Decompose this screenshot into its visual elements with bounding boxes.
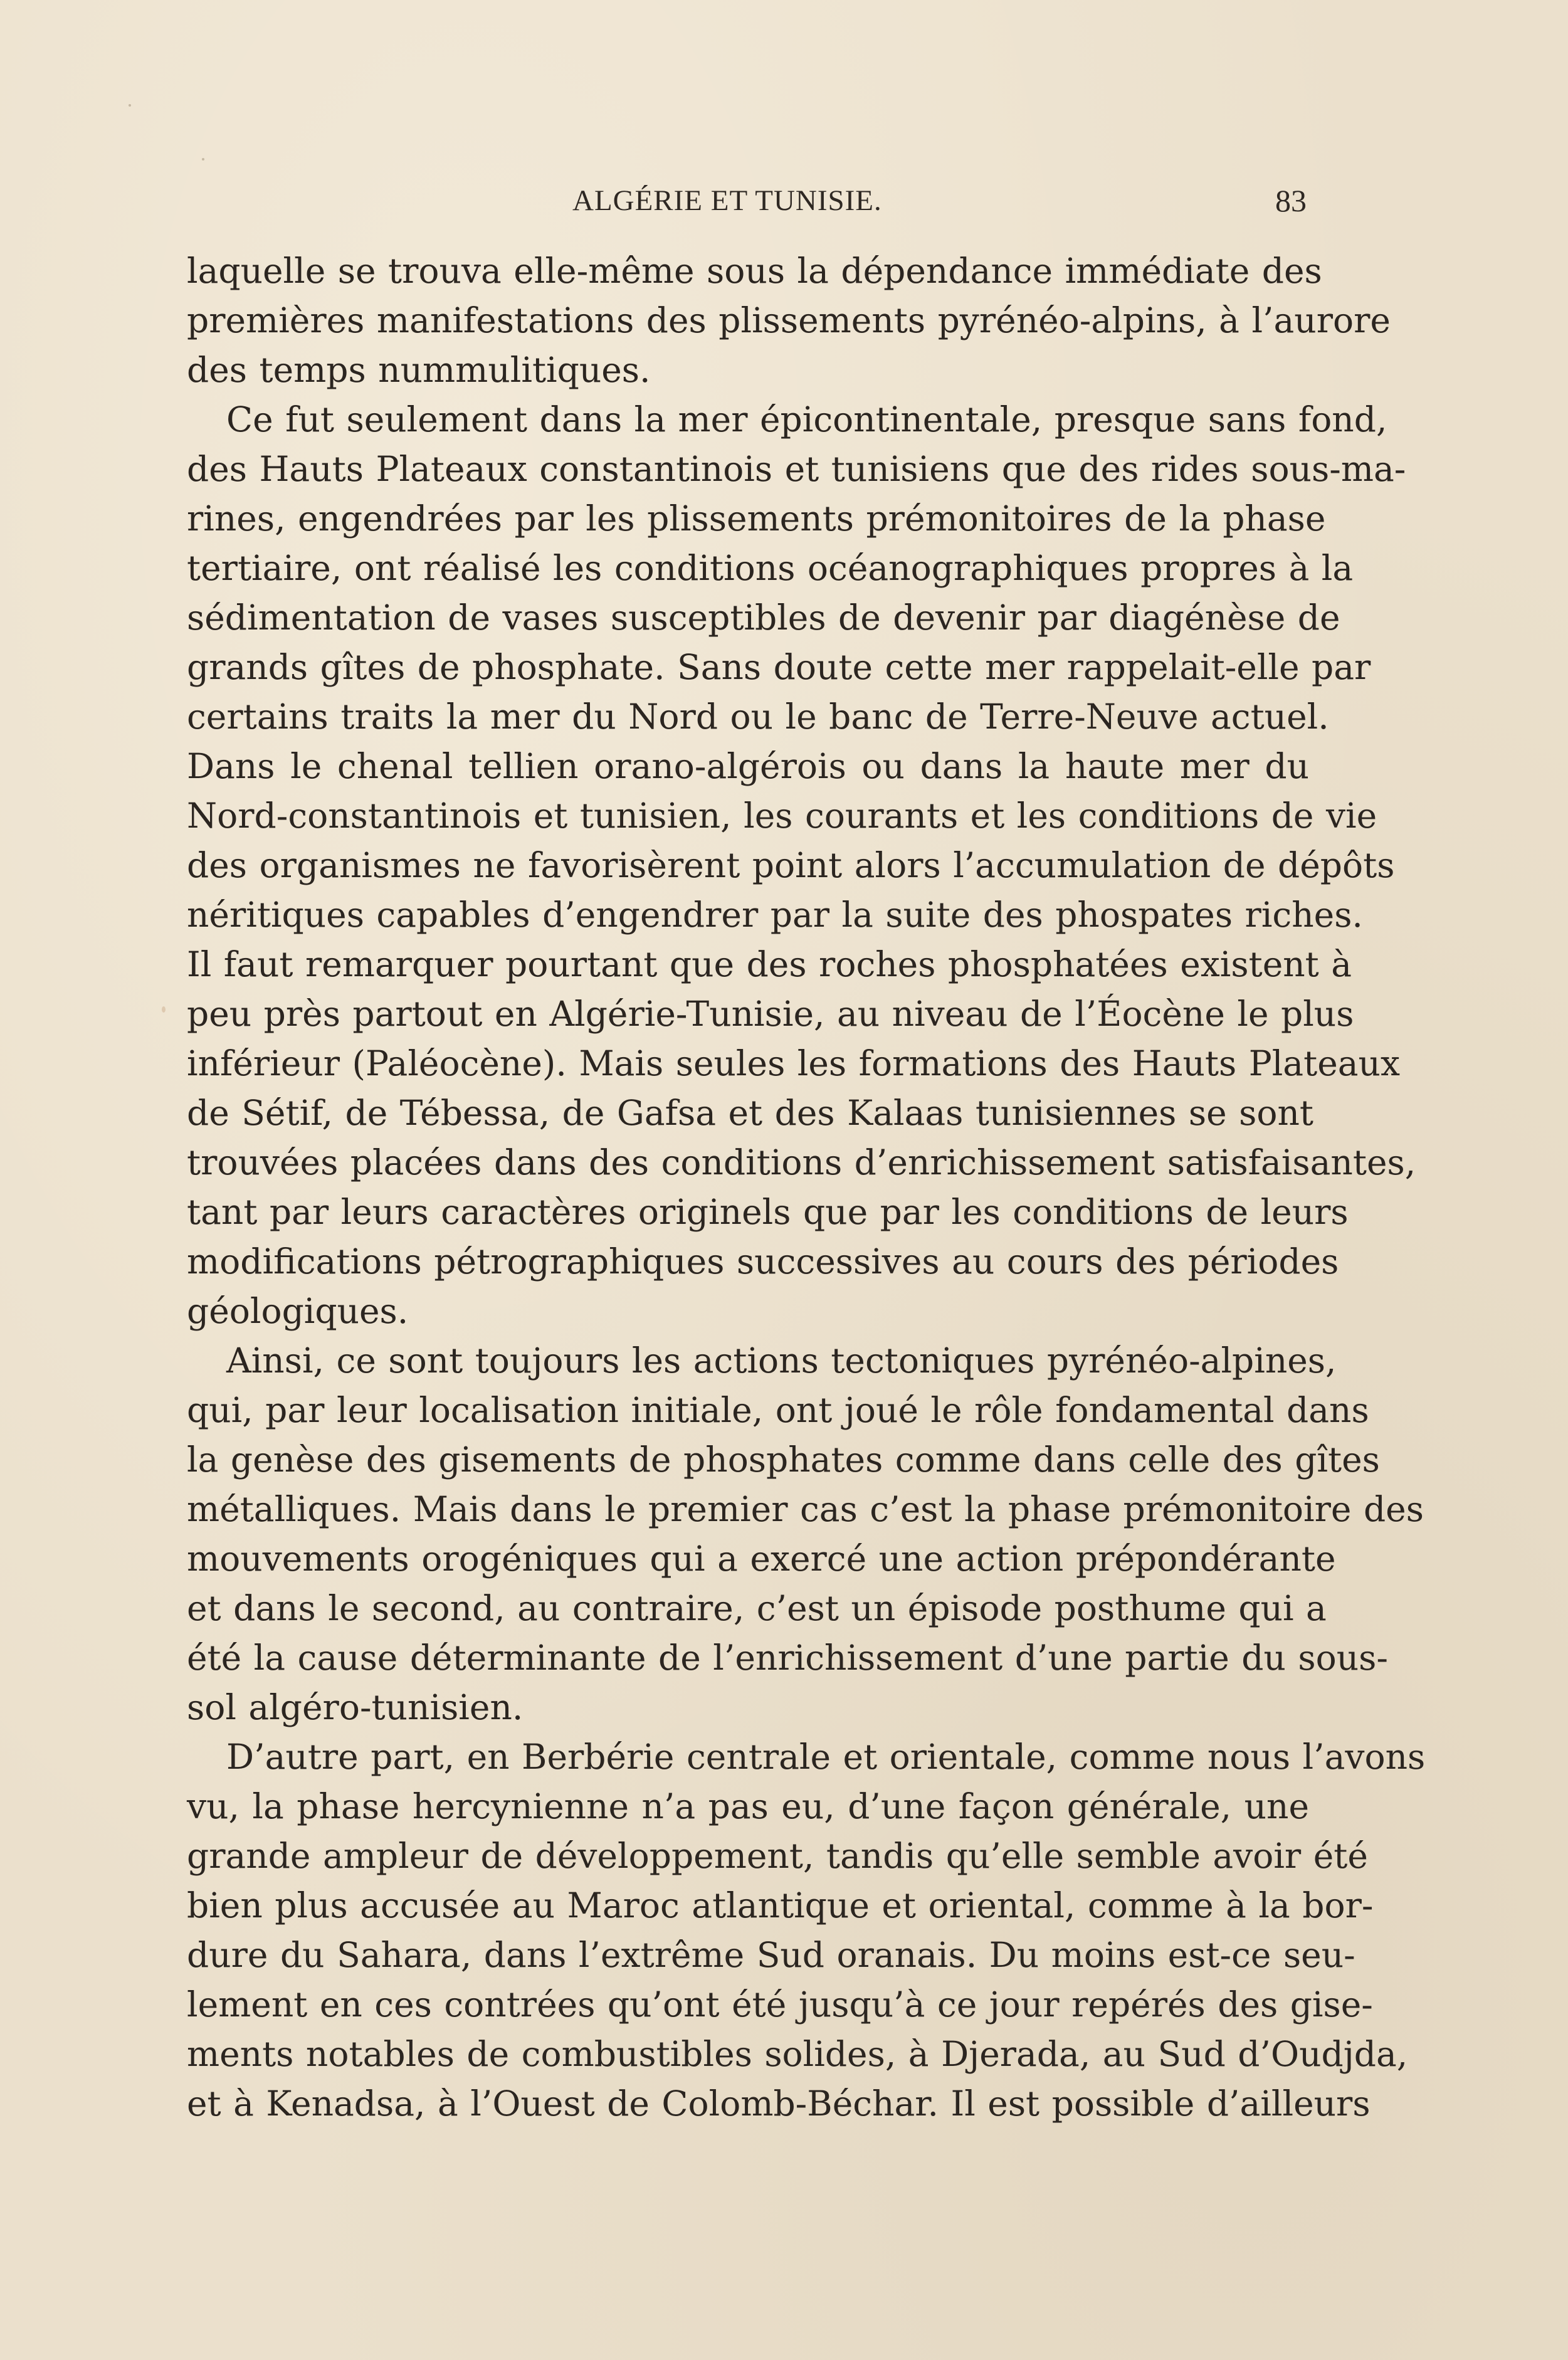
text-line: des temps nummulitiques. bbox=[187, 350, 651, 390]
text-line: vu, la phase hercynienne n’a pas eu, d’une façon générale, une bbox=[187, 1786, 1309, 1826]
paper-stain bbox=[162, 1006, 166, 1013]
text-line: ments notables de combustibles solides, à Djerada, au Sud d’Oudjda, bbox=[187, 2034, 1408, 2074]
paper-speck bbox=[202, 158, 204, 161]
text-line: métalliques. Mais dans le premier cas c’est la phase prémonitoire des bbox=[187, 1489, 1424, 1529]
text-line: premières manifestations des plissements pyrénéo-alpins, à l’aurore bbox=[187, 300, 1391, 340]
text-line: tant par leurs caractères originels que par les conditions de leurs bbox=[187, 1192, 1349, 1232]
text-line: été la cause déterminante de l’enrichissement d’une partie du sous- bbox=[187, 1638, 1388, 1678]
page-number: 83 bbox=[1275, 183, 1307, 218]
paper-speck bbox=[129, 104, 131, 107]
running-head bbox=[187, 182, 1309, 219]
text-line: grands gîtes de phosphate. Sans doute cette mer rappelait-elle par bbox=[187, 647, 1371, 687]
text-line: néritiques capables d’engendrer par la suite des phospates riches. bbox=[187, 895, 1363, 935]
paragraph-start-line: Ainsi, ce sont toujours les actions tectoniques pyrénéo-alpines, bbox=[226, 1341, 1337, 1381]
paragraph-start-line: Ce fut seulement dans la mer épicontinentale, presque sans fond, bbox=[226, 399, 1387, 440]
text-line: et dans le second, au contraire, c’est un épisode posthume qui a bbox=[187, 1588, 1327, 1628]
text-line: peu près partout en Algérie-Tunisie, au niveau de l’Éocène le plus bbox=[187, 994, 1354, 1034]
text-line: dure du Sahara, dans l’extrême Sud oranais. Du moins est-ce seu- bbox=[187, 1935, 1355, 1975]
paragraph-start-line: D’autre part, en Berbérie centrale et orientale, comme nous l’avons bbox=[226, 1737, 1426, 1777]
text-line: Il faut remarquer pourtant que des roches phosphatées existent à bbox=[187, 944, 1352, 984]
text-line: tertiaire, ont réalisé les conditions océanographiques propres à la bbox=[187, 548, 1354, 588]
text-line: la genèse des gisements de phosphates comme dans celle des gîtes bbox=[187, 1440, 1380, 1480]
text-line: qui, par leur localisation initiale, ont joué le rôle fondamental dans bbox=[187, 1390, 1369, 1430]
text-line: sol algéro-tunisien. bbox=[187, 1687, 524, 1727]
text-line: mouvements orogéniques qui a exercé une action prépondérante bbox=[187, 1539, 1336, 1579]
text-line: Dans le chenal tellien orano-algérois ou dans la haute mer du bbox=[187, 746, 1309, 786]
text-line: de Sétif, de Tébessa, de Gafsa et des Kalaas tunisiennes se sont bbox=[187, 1093, 1313, 1133]
text-line: certains traits la mer du Nord ou le banc de Terre-Neuve actuel. bbox=[187, 697, 1329, 737]
text-line: bien plus accusée au Maroc atlantique et oriental, comme à la bor- bbox=[187, 1885, 1374, 1925]
text-line: trouvées placées dans des conditions d’enrichissement satisfaisantes, bbox=[187, 1142, 1416, 1183]
text-line: rines, engendrées par les plissements prémonitoires de la phase bbox=[187, 498, 1326, 539]
text-line: laquelle se trouva elle-même sous la dépendance immédiate des bbox=[187, 251, 1322, 291]
text-line: des Hauts Plateaux constantinois et tunisiens que des rides sous-ma- bbox=[187, 449, 1406, 489]
text-line: sédimentation de vases susceptibles de devenir par diagénèse de bbox=[187, 598, 1340, 638]
text-line: des organismes ne favorisèrent point alors l’accumulation de dépôts bbox=[187, 845, 1395, 885]
text-line: inférieur (Paléocène). Mais seules les formations des Hauts Plateaux bbox=[187, 1043, 1400, 1083]
body-text bbox=[187, 246, 1426, 2129]
text-line: lement en ces contrées qu’ont été jusqu’à ce jour repérés des gise- bbox=[187, 1984, 1373, 2025]
text-line: Nord-constantinois et tunisien, les courants et les conditions de vie bbox=[187, 796, 1377, 836]
text-line: modifications pétrographiques successives au cours des périodes bbox=[187, 1241, 1339, 1282]
running-title: ALGÉRIE ET TUNISIE. bbox=[572, 184, 882, 217]
text-line: grande ampleur de développement, tandis qu’elle semble avoir été bbox=[187, 1836, 1368, 1876]
text-line: et à Kenadsa, à l’Ouest de Colomb-Béchar. Il est possible d’ailleurs bbox=[187, 2083, 1371, 2124]
text-line: géologiques. bbox=[187, 1291, 409, 1331]
